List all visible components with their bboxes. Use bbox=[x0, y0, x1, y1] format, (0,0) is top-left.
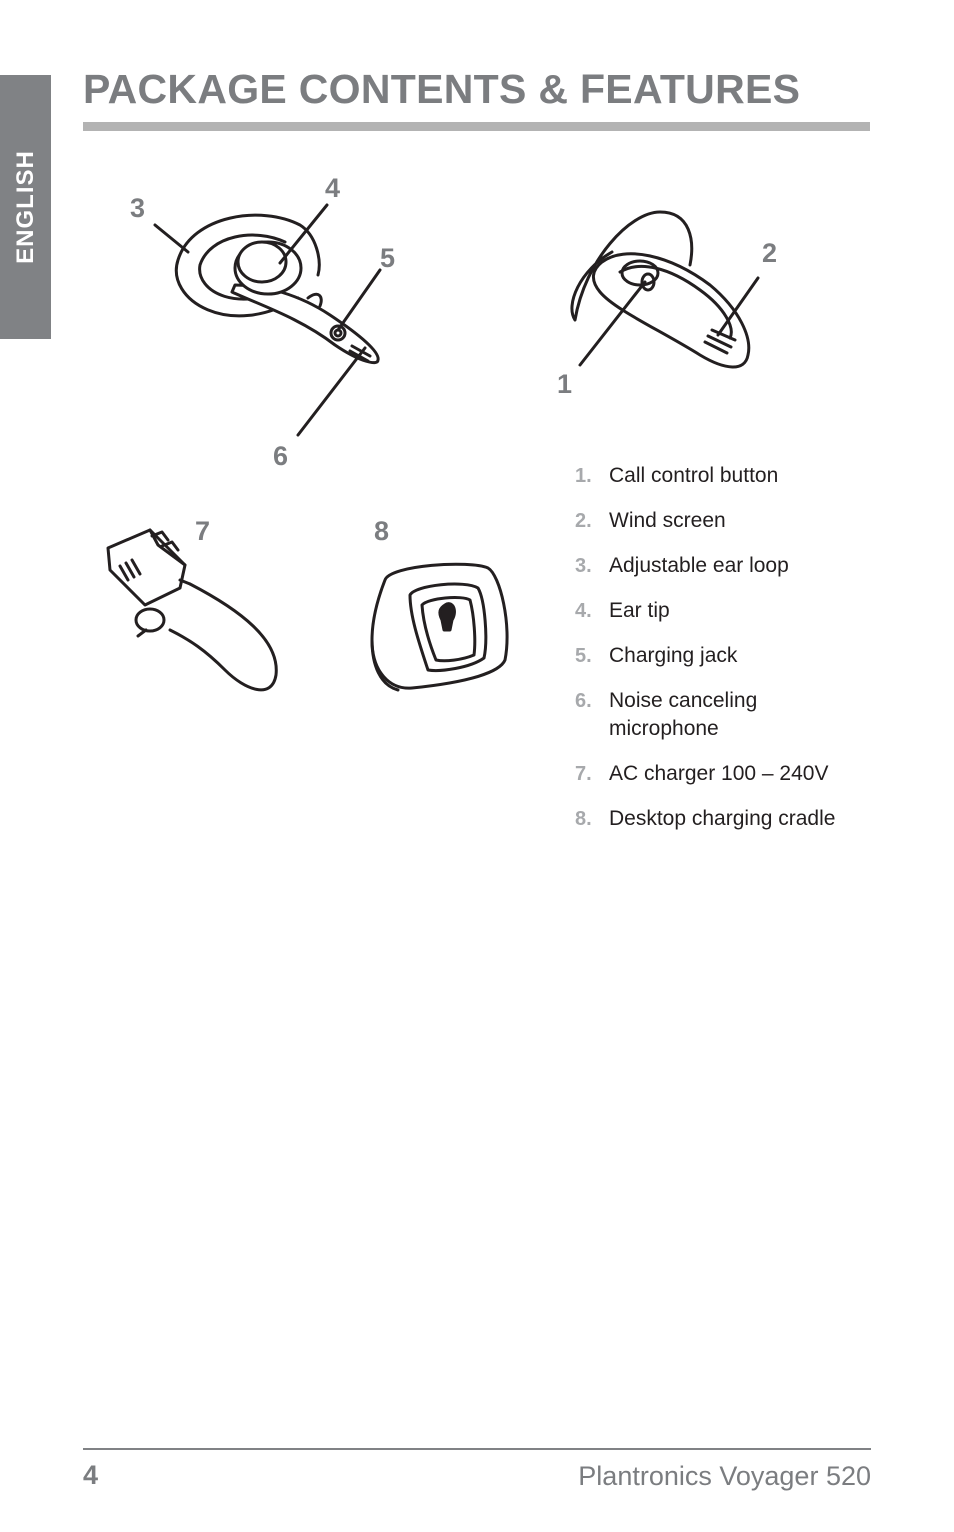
list-item-label: Wind screen bbox=[609, 509, 726, 532]
list-item bbox=[575, 687, 875, 743]
list-item-number: 3. bbox=[575, 555, 592, 577]
list-item bbox=[575, 642, 875, 670]
list-item bbox=[575, 760, 875, 788]
list-item bbox=[575, 507, 875, 535]
callout-8: 8 bbox=[374, 516, 390, 546]
list-item-label: Charging jack bbox=[609, 644, 738, 667]
list-item bbox=[575, 462, 875, 490]
page-number: 4 bbox=[83, 1460, 99, 1490]
list-item-number: 8. bbox=[575, 808, 592, 830]
language-tab bbox=[0, 75, 51, 339]
list-item-number: 2. bbox=[575, 510, 592, 532]
callout-2: 2 bbox=[762, 238, 778, 268]
list-item bbox=[575, 805, 875, 833]
charging-cradle-illustration bbox=[372, 564, 507, 690]
list-item-number: 5. bbox=[575, 645, 592, 667]
feature-list bbox=[575, 462, 875, 850]
list-item-number: 1. bbox=[575, 465, 592, 487]
callout-6: 6 bbox=[273, 441, 289, 471]
list-item-number: 7. bbox=[575, 763, 592, 785]
list-item bbox=[575, 552, 875, 580]
list-item-label: Call control button bbox=[609, 464, 779, 487]
list-item bbox=[575, 597, 875, 625]
list-item-label: Adjustable ear loop bbox=[609, 554, 789, 577]
title-divider bbox=[83, 122, 870, 131]
headset-back-view-illustration bbox=[176, 215, 378, 362]
list-item-label: Ear tip bbox=[609, 599, 670, 622]
footer-divider bbox=[83, 1448, 871, 1450]
callout-5: 5 bbox=[380, 243, 396, 273]
list-item-number: 6. bbox=[575, 690, 592, 712]
callout-4: 4 bbox=[325, 173, 341, 203]
callout-7: 7 bbox=[195, 516, 211, 546]
document-name: Plantronics Voyager 520 bbox=[578, 1461, 871, 1491]
callout-3: 3 bbox=[130, 193, 146, 223]
page-title: PACKAGE CONTENTS & FEATURES bbox=[83, 66, 801, 112]
ac-charger-illustration bbox=[108, 530, 276, 690]
language-label: ENGLISH bbox=[11, 150, 39, 264]
list-item-number: 4. bbox=[575, 600, 592, 622]
callout-1: 1 bbox=[557, 369, 573, 399]
list-item-label: Desktop charging cradle bbox=[609, 807, 836, 830]
list-item-label: Noise canceling microphone bbox=[609, 689, 758, 740]
list-item-label: AC charger 100 – 240V bbox=[609, 762, 829, 785]
